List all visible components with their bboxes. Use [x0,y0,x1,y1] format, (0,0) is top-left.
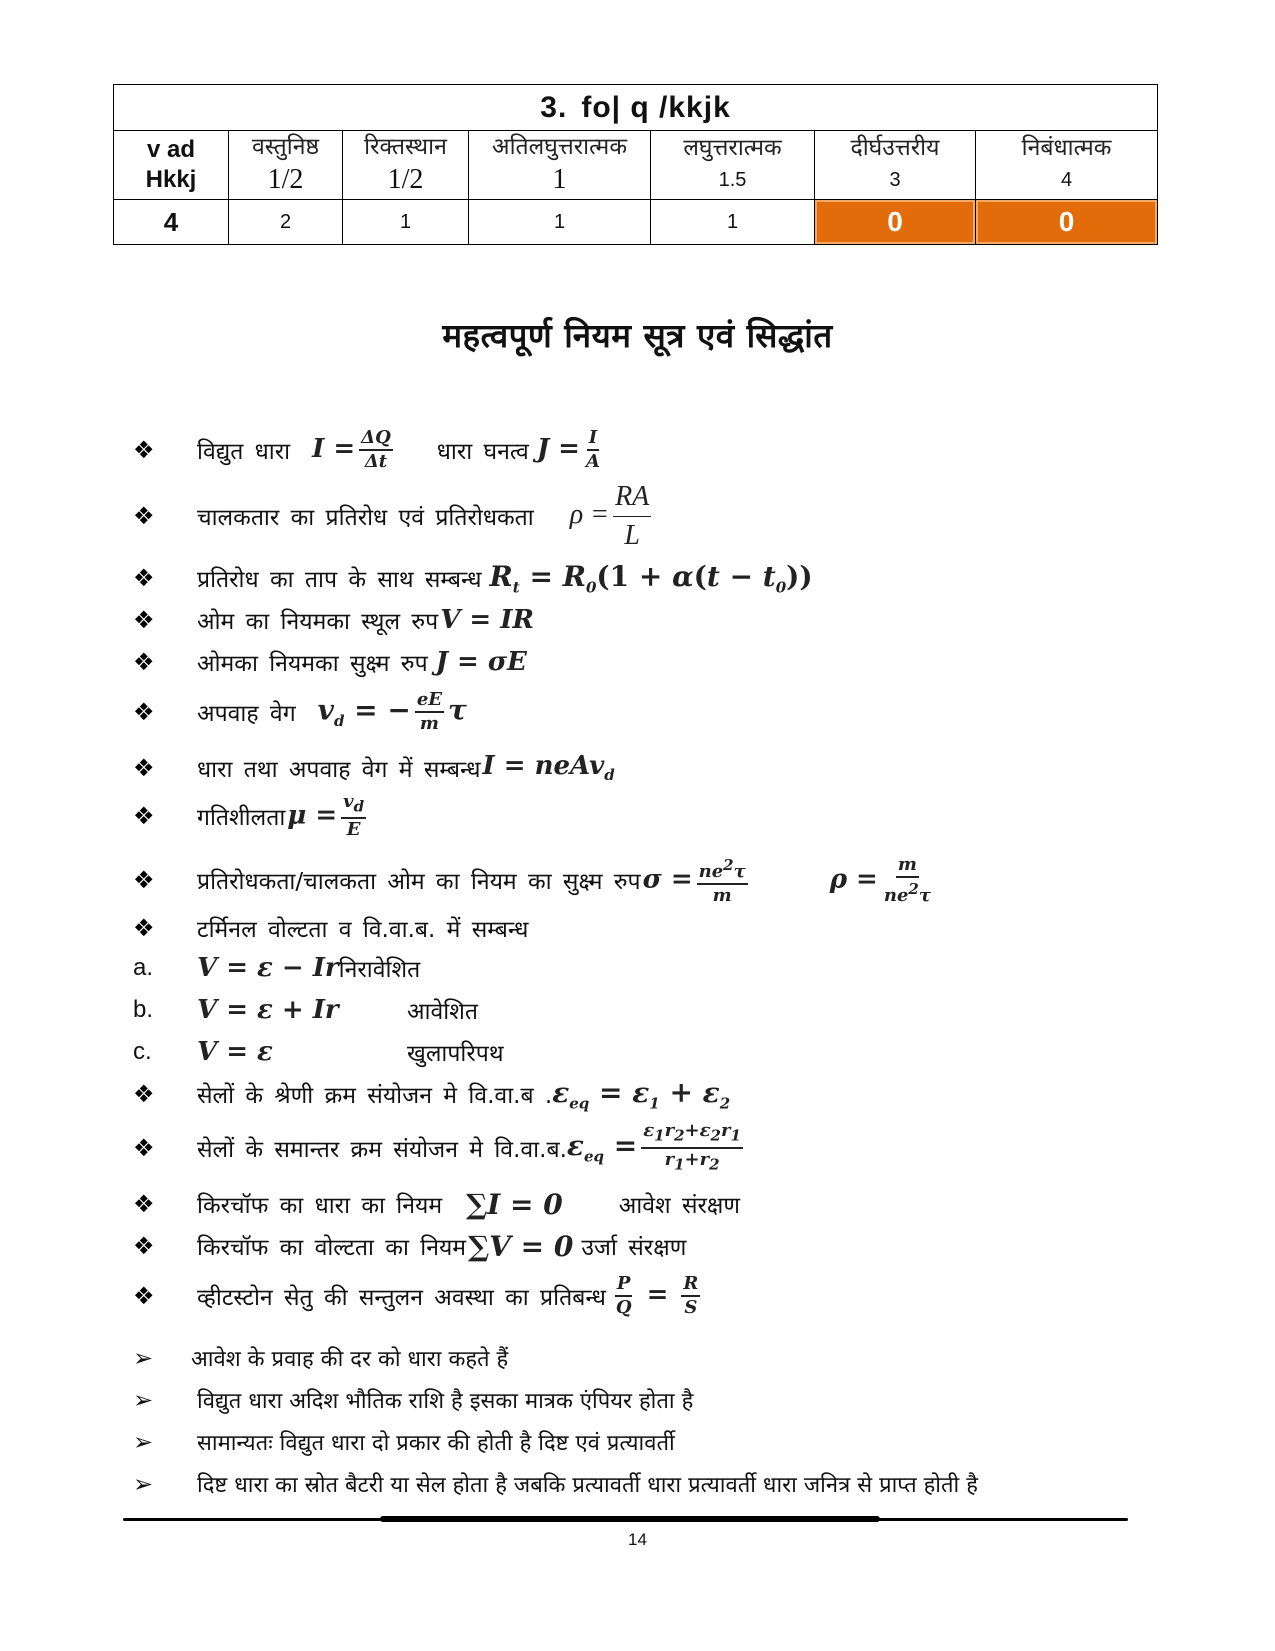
formula-terminal-voltage: ❖ टर्मिनल वोल्टता व वि.वा.ब. में सम्बन्ध [133,914,529,943]
table-number: 3. [540,90,568,124]
formula-parallel-cells: ❖ सेलों के समान्तर क्रम संयोजन मे वि.वा.ब. $\varepsilon_{eq}$ = $\frac{\varepsilon_1r_2+\varepsilon_2r_1}{r_1+r_2}$ [133,1120,741,1174]
arrow-bullet-icon: ➢ [133,1344,154,1372]
formula-mobility: ❖ गतिशीलता μ = $\frac{v_d}{E}$ [133,790,365,841]
total-marks-value: 4 [114,200,229,245]
value-long: 0 [815,200,976,245]
bullet-icon: ❖ [133,1134,155,1162]
value-essay: 0 [976,200,1158,245]
formula-resistivity: ❖ चालकतार का प्रतिरोध एवं प्रतिरोधकता ρ = $\frac{RA}{L}$ [133,496,655,536]
formula-temp-resistance: ❖ प्रतिरोध का ताप के साथ सम्बन्ध $R_t = R_0(1 + \alpha(t - t_0))$ [133,559,813,597]
bullet-icon: ❖ [133,1232,155,1260]
note-item: ➢ आवेश के प्रवाह की दर को धारा कहते हैं [133,1344,509,1372]
formula-current-drift: ❖ धारा तथा अपवाह वेग में सम्बन्ध I = neAv$_d$ [133,751,615,785]
header-objective: वस्तुनिष्ठ 1/2 [229,131,343,200]
formula-kirchhoff-current: ❖ किरचॉफ का धारा का नियम ∑I = 0 आवेश संरक्षण [133,1187,741,1221]
bullet-icon: ❖ [133,1190,155,1218]
formula-charging: b. V = ε + Ir आवेशित [133,995,479,1025]
header-essay: निबंधात्मक 4 [976,131,1158,200]
bullet-icon: ❖ [133,754,155,782]
value-objective: 2 [229,200,343,245]
formula-kirchhoff-voltage: ❖ किरचॉफ का वोल्टता का नियम ∑V = 0 उर्जा संरक्षण [133,1229,687,1263]
arrow-bullet-icon: ➢ [133,1386,154,1414]
table-title [114,85,1158,131]
header-short: लघुत्तरात्मक 1.5 [651,131,815,200]
page-number: 14 [628,1530,647,1549]
bullet-icon: ❖ [133,698,155,726]
formula-drift-velocity: ❖ अपवाह वेग $v_d$ = − $\frac{eE}{m}$ τ [133,689,467,734]
formula-wheatstone: ❖ व्हीटस्टोन सेतु की सन्तुलन अवस्था का प्रतिबन्ध $\frac{P}{Q}$ = $\frac{R}{S}$ [133,1273,699,1318]
header-long: दीर्घउत्तरीय 3 [815,131,976,200]
footer-divider-thick [380,1516,880,1522]
bullet-icon: ❖ [133,606,155,634]
marks-distribution-table [113,84,1158,245]
header-total-marks: v ad Hkkj [114,131,229,200]
note-item: ➢ विद्युत धारा अदिश भौतिक राशि है इसका मात्रक एंपियर होता है [133,1386,694,1414]
page-heading: महत्वपूर्ण नियम सूत्र एवं सिद्धांत [442,316,833,355]
bullet-icon: ❖ [133,502,155,530]
header-fill-blank: रिक्तस्थान 1/2 [343,131,469,200]
bullet-icon: ❖ [133,1282,155,1310]
formula-ohm-macro: ❖ ओम का नियमका स्थूल रुप V = IR [133,605,535,635]
arrow-bullet-icon: ➢ [133,1470,154,1498]
note-item: ➢ दिष्ट धारा का स्रोत बैटरी या सेल होता है जबकि प्रत्यावर्ती धारा प्रत्यावर्ती धारा जनित्र से प्राप्त होती है [133,1470,978,1498]
bullet-icon: ❖ [133,802,155,830]
formula-ohm-micro: ❖ ओमका नियमका सुक्ष्म रुप J = σE [133,647,527,677]
note-item: ➢ सामान्यतः विद्युत धारा दो प्रकार की होती है दिष्ट एवं प्रत्यावर्ती [133,1428,675,1456]
bullet-icon: ❖ [133,914,155,942]
formula-conductivity: ❖ प्रतिरोधकता/चालकता ओम का नियम का सुक्ष्म रुप σ = $\frac{ne^2\tau}{m}$ ρ = $\frac{m}{ne^2\tau}$ [133,853,931,906]
formula-current: ❖ विद्युत धारा I = $\frac{\Delta Q}{\Delta t}$ धारा घनत्व J = $\frac{I}{A}$ [133,427,600,472]
bullet-icon: ❖ [133,564,155,592]
bullet-icon: ❖ [133,866,155,894]
formula-series-cells: ❖ सेलों के श्रेणी क्रम संयोजन मे वि.वा.ब . $\varepsilon_{eq} = \varepsilon_1 + \varepsilon_2$ [133,1075,731,1113]
bullet-icon: ❖ [133,1080,155,1108]
header-very-short: अतिलघुत्तरात्मक 1 [469,131,651,200]
value-very-short: 1 [469,200,651,245]
value-fill-blank: 1 [343,200,469,245]
bullet-icon: ❖ [133,436,155,464]
arrow-bullet-icon: ➢ [133,1428,154,1456]
formula-open-circuit: c. V = ε खुलापरिपथ [133,1037,504,1067]
value-short: 1 [651,200,815,245]
table-title-text: fo| q /kkjk [581,90,731,124]
bullet-icon: ❖ [133,648,155,676]
formula-discharging: a. V = ε − Ir निरावेशित [133,953,421,983]
